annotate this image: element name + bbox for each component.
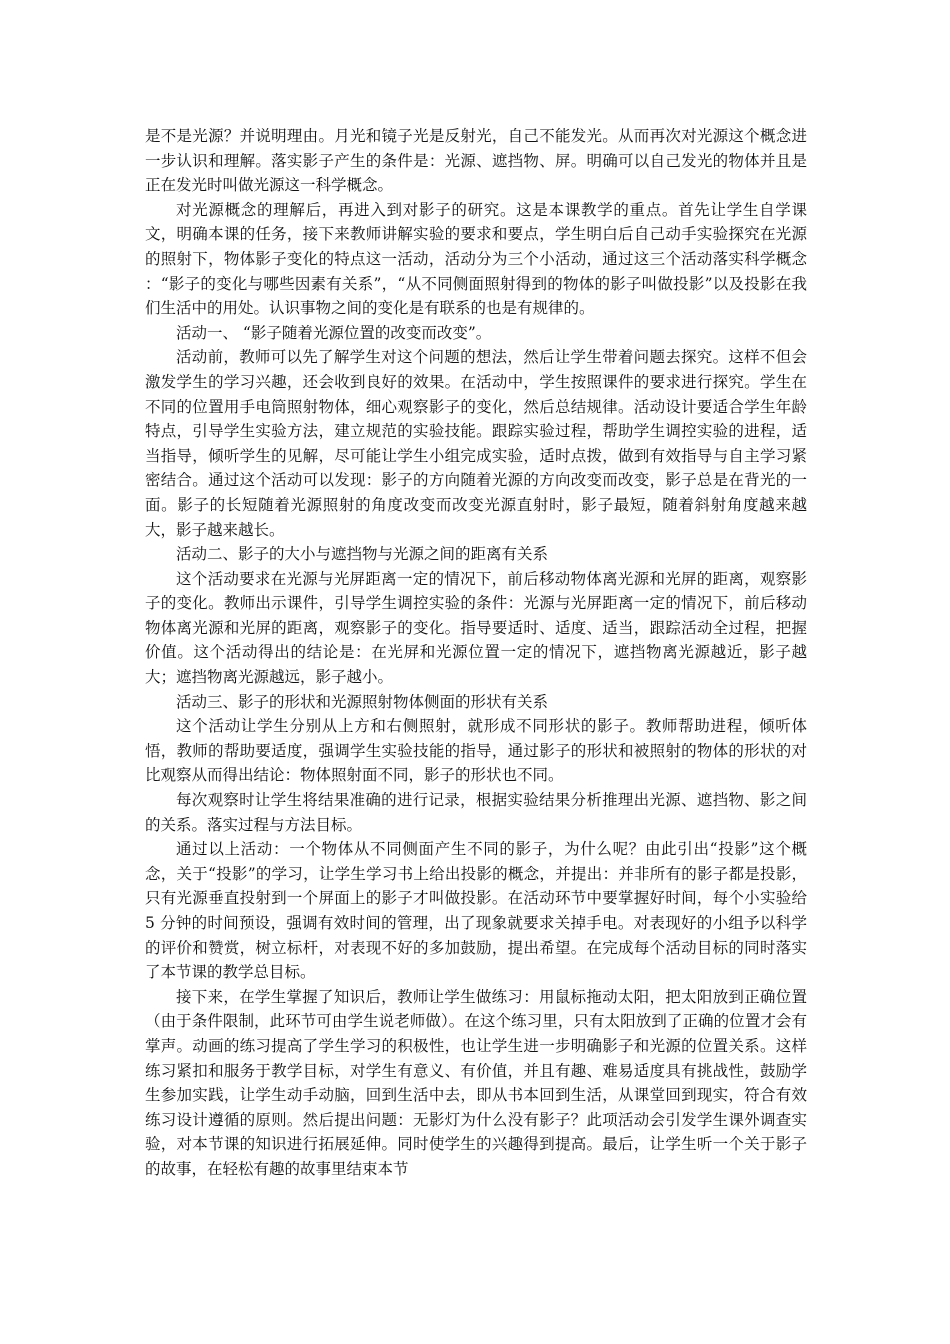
activity-3-heading: 活动三、影子的形状和光源照射物体侧面的形状有关系 [176,692,549,711]
paragraph-11: 接下来，在学生掌握了知识后，教师让学生做练习：用鼠标拖动太阳，把太阳放到正确位置（由于条件限制，此环节可由学生说老师做）。在这个练习里，只有太阳放到了正确的位置才会有掌声。动画的练习提高了学生学习的积极性，也让学生进一步明确影子和光源的位置关系。这样练习紧扣和服务于教学目标，对学生有意义、有价值，并且有趣、难易适度具有挑战性，鼓励学生参加实践，让学生动手动脑，回到生活中去，即从书本回到生活，从课堂回到现实，符合有效练习设计遵循的原则。然后提出问题：无影灯为什么没有影子？此项活动会引发学生课外调查实验，对本节课的知识进行拓展延伸。同时使学生的兴趣得到提高。最后，让学生听一个关于影子的故事，在轻松有趣的故事里结束本节 [145,987,807,1178]
paragraph-2: 对光源概念的理解后，再进入到对影子的研究。这是本课教学的重点。首先让学生自学课文，明确本课的任务，接下来教师讲解实验的要求和要点，学生明白后自己动手实验探究在光源的照射下，物体影子变化的特点这一活动，活动分为三个小活动，通过这三个活动落实科学概念 ：“影子的变化与哪些因素有关系”，“从不同侧面照射得到的物体的影子叫做投影”以及投影在我们生活中的用处。认识事物之间的变化是有联系的也是有规律的。 [145,200,807,318]
paragraph-1: 是不是光源？并说明理由。月光和镜子光是反射光，自己不能发光。从而再次对光源这个概念进一步认识和理解。落实影子产生的条件是：光源、遮挡物、屏。明确可以自己发光的物体并且是正在发光时叫做光源这一科学概念。 [145,127,807,195]
paragraph-6: 这个活动要求在光源与光屏距离一定的情况下，前后移动物体离光源和光屏的距离，观察影子的变化。教师出示课件，引导学生调控实验的条件：光源与光屏距离一定的情况下，前后移动物体离光源和光屏的距离，观察影子的变化。指导要适时、适度、适当，跟踪活动全过程，把握价值。这个活动得出的结论是：在光屏和光源位置一定的情况下，遮挡物离光源越近，影子越大；遮挡物离光源越远，影子越小。 [145,569,807,687]
paragraph-9: 每次观察时让学生将结果准确的进行记录，根据实验结果分析推理出光源、遮挡物、影之间的关系。落实过程与方法目标。 [145,791,807,834]
document-page [145,124,807,1182]
activity-1-heading: 活动一、 “影子随着光源位置的改变而改变”。 [176,323,492,342]
paragraph-10: 通过以上活动：一个物体从不同侧面产生不同的影子，为什么呢？由此引出“投影”这个概念，关于“投影”的学习，让学生学习书上给出投影的概念，并提出：并非所有的影子都是投影，只有光源垂直投射到一个屏面上的影子才叫做投影。在活动环节中要掌握好时间，每个小实验给 5 分钟的时间预设，强调有效时间的管理，出了现象就要求关掉手电。对表现好的小组予以科学的评价和赞赏，树立标杆，对表现不好的多加鼓励，提出希望。在完成每个活动目标的同时落实了本节课的教学总目标。 [145,840,807,982]
paragraph-8: 这个活动让学生分别从上方和右侧照射，就形成不同形状的影子。教师帮助进程，倾听体悟，教师的帮助要适度，强调学生实验技能的指导，通过影子的形状和被照射的物体的形状的对比观察从而得出结论：物体照射面不同，影子的形状也不同。 [145,717,807,785]
paragraph-4: 活动前，教师可以先了解学生对这个问题的想法，然后让学生带着问题去探究。这样不但会激发学生的学习兴趣，还会收到良好的效果。在活动中，学生按照课件的要求进行探究。学生在不同的位置用手电筒照射物体，细心观察影子的变化，然后总结规律。活动设计要适合学生年龄特点，引导学生实验方法，建立规范的实验技能。跟踪实验过程，帮助学生调控实验的进程，适当指导，倾听学生的见解，尽可能让学生小组完成实验，适时点拨，做到有效指导与自主学习紧密结合。通过这个活动可以发现：影子的方向随着光源的方向改变而改变，影子总是在背光的一面。影子的长短随着光源照射的角度改变而改变光源直射时，影子最短，随着斜射角度越来越大，影子越来越长。 [145,348,807,539]
activity-2-heading: 活动二、影子的大小与遮挡物与光源之间的距离有关系 [176,545,549,564]
